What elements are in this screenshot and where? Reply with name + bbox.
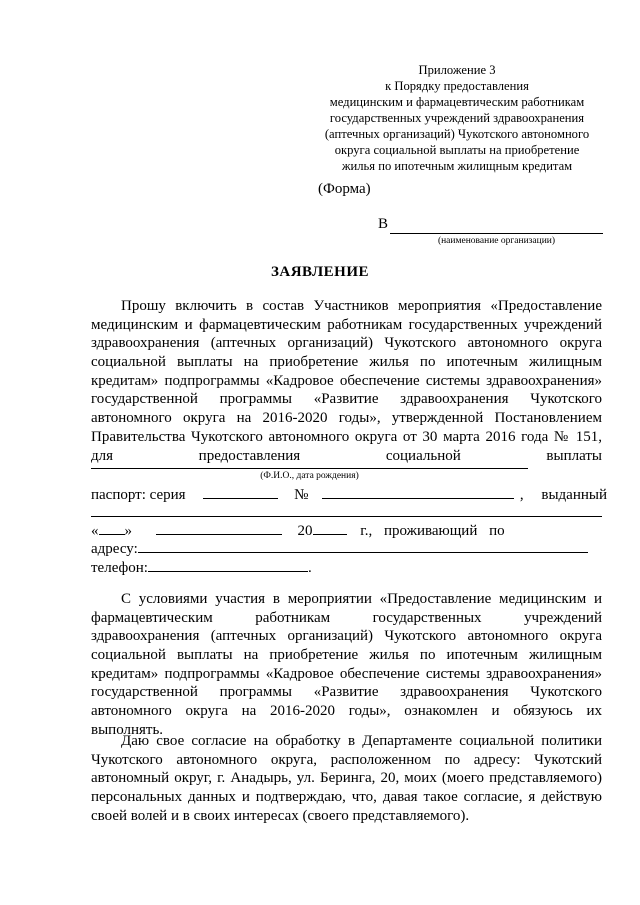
consent-line: персональных данных и подтверждаю, что, давая такое согласие, я действую: [91, 789, 602, 806]
quote-open: «: [91, 523, 99, 539]
phone-row: [91, 557, 312, 577]
conditions-line: кредитам» подпрограммы «Кадровое обеспечение системы здравоохранения»: [91, 665, 602, 682]
conditions-paragraph: [91, 590, 602, 740]
appendix-line: жилья по ипотечным жилищным кредитам: [341, 159, 573, 173]
issued-label: , выданный: [519, 487, 608, 503]
request-line: медицинским и фармацевтическим работникам государственных учреждений: [91, 316, 602, 333]
form-label: (Форма): [318, 181, 371, 197]
passport-label: паспорт: серия: [91, 487, 186, 503]
fio-field[interactable]: [91, 468, 528, 469]
appendix-header: [300, 62, 614, 174]
appendix-line: (аптечных организаций) Чукотского автономного: [324, 127, 590, 141]
consent-line: Даю свое согласие на обработку в Департаменте социальной политики: [121, 733, 602, 749]
year-suffix: г., проживающий по: [360, 523, 505, 539]
consent-line: своей волей и в своих интересах (своего представляемого).: [91, 807, 470, 824]
consent-paragraph: [91, 732, 602, 825]
issue-date-row: [91, 520, 505, 540]
consent-line: Чукотского автономного округа, расположенном по адресу: Чукотский: [91, 751, 602, 768]
issued-by-field[interactable]: [91, 516, 602, 517]
consent-line: автономный округ, г. Анадырь, ул. Беринга, 20, моих (моего представляемого): [91, 770, 602, 787]
year-prefix: 20: [297, 523, 313, 539]
conditions-line: С условиями участия в мероприятии «Предоставление медицинским и: [121, 591, 602, 607]
recipient-prefix: В: [378, 216, 389, 232]
request-line: для предоставления социальной выплаты: [91, 447, 602, 464]
document-title: ЗАЯВЛЕНИЕ: [270, 264, 370, 280]
request-line: Правительства Чукотского автономного округа от 30 марта 2016 года № 151,: [91, 428, 602, 445]
request-paragraph: [91, 297, 602, 465]
request-line: здравоохранения (аптечных организаций) Чукотского автономного округа: [91, 335, 602, 352]
conditions-line: здравоохранения (аптечных организаций) Чукотского автономного округа: [91, 628, 602, 645]
address-label: адресу:: [91, 541, 138, 557]
recipient-organization-field[interactable]: [390, 233, 603, 234]
number-sign: №: [294, 487, 309, 503]
issue-day-field[interactable]: [99, 520, 125, 535]
conditions-line: выполнять.: [91, 721, 164, 738]
phone-field[interactable]: [148, 557, 308, 572]
passport-number-field[interactable]: [322, 484, 514, 499]
appendix-line: округа социальной выплаты на приобретение: [334, 143, 580, 157]
appendix-line: Приложение 3: [418, 63, 496, 77]
conditions-line: государственной программы «Развитие здравоохранения Чукотского: [91, 684, 602, 701]
passport-row: [91, 484, 607, 504]
recipient-caption: (наименование организации): [437, 236, 556, 246]
issue-month-field[interactable]: [156, 520, 282, 535]
phone-end: .: [307, 560, 312, 576]
address-row: [91, 538, 588, 558]
request-line: Прошу включить в состав Участников мероприятия «Предоставление: [121, 298, 602, 314]
phone-label: телефон:: [91, 560, 148, 576]
issue-year-field[interactable]: [313, 520, 347, 535]
request-line: автономного округа на 2016-2020 годы», утвержденной Постановлением: [91, 410, 602, 427]
address-field[interactable]: [138, 538, 588, 553]
passport-series-field[interactable]: [203, 484, 278, 499]
fio-caption: (Ф.И.О., дата рождения): [260, 471, 359, 481]
conditions-line: автономного округа на 2016-2020 годы», ознакомлен и обязуюсь их: [91, 703, 602, 720]
request-line: государственной программы «Развитие здравоохранения Чукотского: [91, 391, 602, 408]
appendix-line: медицинским и фармацевтическим работникам: [329, 95, 585, 109]
quote-close: »: [124, 523, 132, 539]
conditions-line: фармацевтическим работникам государственных учреждений: [91, 609, 602, 626]
appendix-line: государственных учреждений здравоохранения: [329, 111, 585, 125]
request-line: кредитам» подпрограммы «Кадровое обеспечение системы здравоохранения»: [91, 372, 602, 389]
conditions-line: социальной выплаты на приобретение жилья по ипотечным жилищным: [91, 647, 602, 664]
request-line: социальной выплаты на приобретение жилья по ипотечным жилищным: [91, 354, 602, 371]
appendix-line: к Порядку предоставления: [385, 79, 529, 93]
